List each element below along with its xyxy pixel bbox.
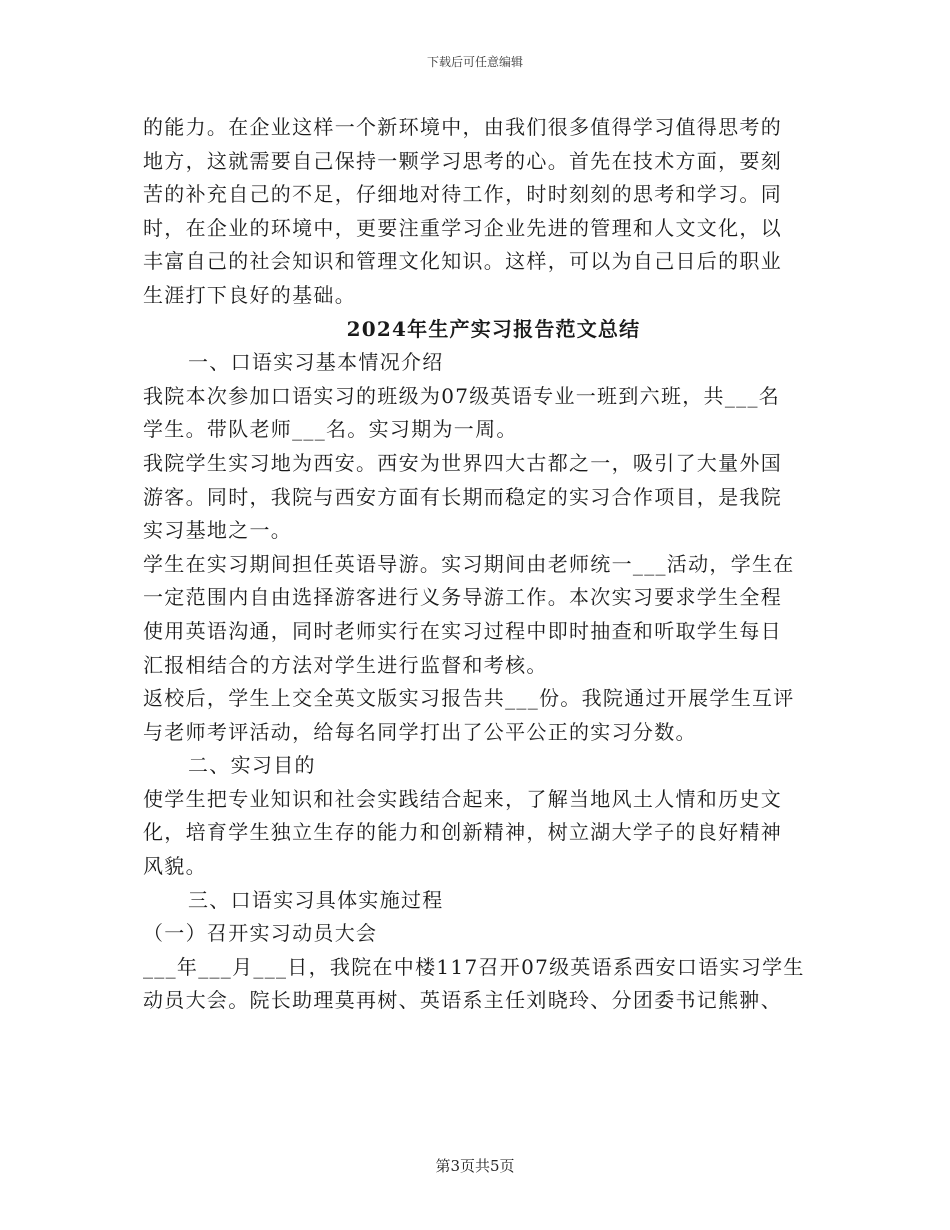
paragraph-line: 学生在实习期间担任英语导游。实习期间由老师统一___活动，学生在 [143, 551, 795, 576]
paragraph-line: 丰富自己的社会知识和管理文化知识。这样，可以为自己日后的职业 [143, 249, 782, 274]
section-heading: 二、实习目的 [188, 753, 316, 778]
page-number: 第3页共5页 [435, 1157, 515, 1175]
paragraph-line: 学生。带队老师___名。实习期为一周。 [143, 417, 518, 442]
paragraph-line: 使用英语沟通，同时老师实行在实习过程中即时抽查和听取学生每日 [143, 618, 782, 643]
document-body [143, 111, 810, 1018]
paragraph-line: 生涯打下良好的基础。 [143, 282, 356, 307]
paragraph-line: 时，在企业的环境中，更要注重学习企业先进的管理和人文文化，以 [143, 215, 782, 240]
paragraph-line: 一定范围内自由选择游客进行义务导游工作。本次实习要求学生全程 [143, 585, 782, 610]
paragraph-line: 游客。同时，我院与西安方面有长期而稳定的实习合作项目，是我院 [143, 484, 782, 509]
section-title: 2024年生产实习报告范文总结 [346, 316, 641, 341]
paragraph-line: 动员大会。院长助理莫再树、英语系主任刘晓玲、分团委书记熊翀、 [143, 988, 782, 1013]
paragraph-line: 我院学生实习地为西安。西安为世界四大古都之一，吸引了大量外国 [143, 450, 782, 475]
section-heading: 一、口语实习基本情况介绍 [188, 350, 444, 375]
paragraph-line: 苦的补充自己的不足，仔细地对待工作，时时刻刻的思考和学习。同 [143, 182, 782, 207]
paragraph-line: 与老师考评活动，给每名同学打出了公平公正的实习分数。 [143, 719, 697, 744]
paragraph-line: 汇报相结合的方法对学生进行监督和考核。 [143, 652, 548, 677]
subsection-heading: （一）召开实习动员大会 [143, 921, 378, 946]
paragraph-line: 的能力。在企业这样一个新环境中，由我们很多值得学习值得思考的 [143, 115, 782, 139]
paragraph-line: 化，培育学生独立生存的能力和创新精神，树立湖大学子的良好精神 [143, 820, 782, 845]
paragraph-line: 返校后，学生上交全英文版实习报告共___份。我院通过开展学生互评 [143, 686, 795, 711]
paragraph-line: 实习基地之一。 [143, 518, 293, 543]
paragraph-line: 风貌。 [143, 854, 207, 879]
section-heading: 三、口语实习具体实施过程 [188, 887, 444, 912]
paragraph-line: 地方，这就需要自己保持一颗学习思考的心。首先在技术方面，要刻 [143, 148, 782, 173]
page-header: 下载后可任意编辑 [426, 55, 523, 69]
paragraph-line: 使学生把专业知识和社会实践结合起来，了解当地风土人情和历史文 [143, 786, 782, 811]
paragraph-line: 我院本次参加口语实习的班级为07级英语专业一班到六班，共___名 [143, 383, 781, 408]
paragraph-line: ___年___月___日，我院在中楼117召开07级英语系西安口语实习学生 [143, 954, 805, 979]
